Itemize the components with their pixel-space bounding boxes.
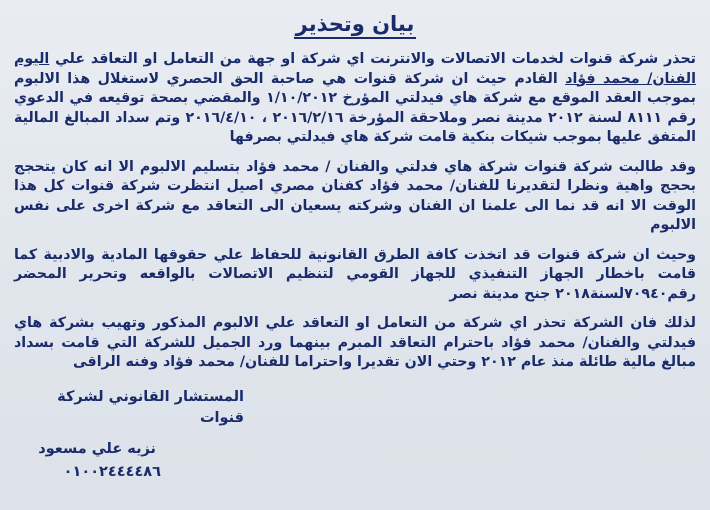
paragraph-warning-start: تحذر شركة قنوات لخدمات الاتصالات والانترنت اي شركة او جهة من التعامل او التعاقد علي xyxy=(49,51,696,67)
album-name-underlined: اليوم الفنان/ محمد فؤاد xyxy=(14,51,696,87)
title-text: بيان وتحذير xyxy=(294,12,417,39)
paragraph-demand: وقد طالبت شركة قنوات شركة هاي فدلتي والفنان / محمد فؤاد بتسليم الالبوم الا انه كان يتحجج بحجج واهية ونظرا لتقديرنا للفنان/ محمد فؤاد كفنان مصري اصيل انتظرت شركة قنوات كل هذا الوقت الا انه قد نما الى علمنا ان الفنان وشركته يسعيان الى التعاقد مع شركة اخرى على نفس الالبوم xyxy=(14,158,696,233)
paragraph-legal-action: وحيث ان شركة قنوات قد اتخذت كافة الطرق القانونية للحفاظ علي حقوقها المادية والادبية كما قامت باخطار الجهاز التنفيذي للجهاز القومي لتنظيم الاتصالات بالواقعه وتحرير المحضر رقم٧٠٩٤٠لسنة٢٠١٨ جنح مدينة نصر xyxy=(14,246,696,302)
paragraph-conclusion: لذلك فان الشركة تحذر اي شركة من التعامل او التعاقد علي الالبوم المذكور وتهيب بشركة هاي فيدلتي والفنان/ محمد فؤاد باحترام التعاقد المبرم بينهما ورد الجميل للشركة التي قامت بسداد مبالغ مالية طائلة منذ عام ٢٠١٢ وحتي الان تقديرا واحتراما للفنان/ محمد فؤاد وفنه الراقى xyxy=(14,315,696,370)
document-title xyxy=(14,12,696,36)
signatory-phone: ٠١٠٠٢٤٤٤٤٨٦ xyxy=(63,463,161,480)
paragraph-warning-rest: القادم حيث ان شركة قنوات هي صاحبة الحق الحصري لاستغلال هذا الالبوم بموجب العقد الموقع مع شركة هاي فيدلتي المؤرخ ١/١٠/٢٠١٢ والمقضي بصحة توقيعه في الدعوي رقم ٨١١١ لسنة ٢٠١٢ مدينة نصر وملاحقة المؤرخة ٢٠١٦/٢/١٦ ، ٢٠١٦/٤/١٠ وتم سداد المبالغ المالية المتفق عليها بموجب شيكات بنكية قامت شركة هاي فيدلتي بصرفها xyxy=(14,70,697,145)
paragraph-warning xyxy=(14,50,696,148)
signatory-name: نزيه علي مسعود xyxy=(38,440,156,457)
signature-block xyxy=(14,387,696,483)
signatory-role: المستشار القانوني لشركة قنوات xyxy=(57,388,244,426)
